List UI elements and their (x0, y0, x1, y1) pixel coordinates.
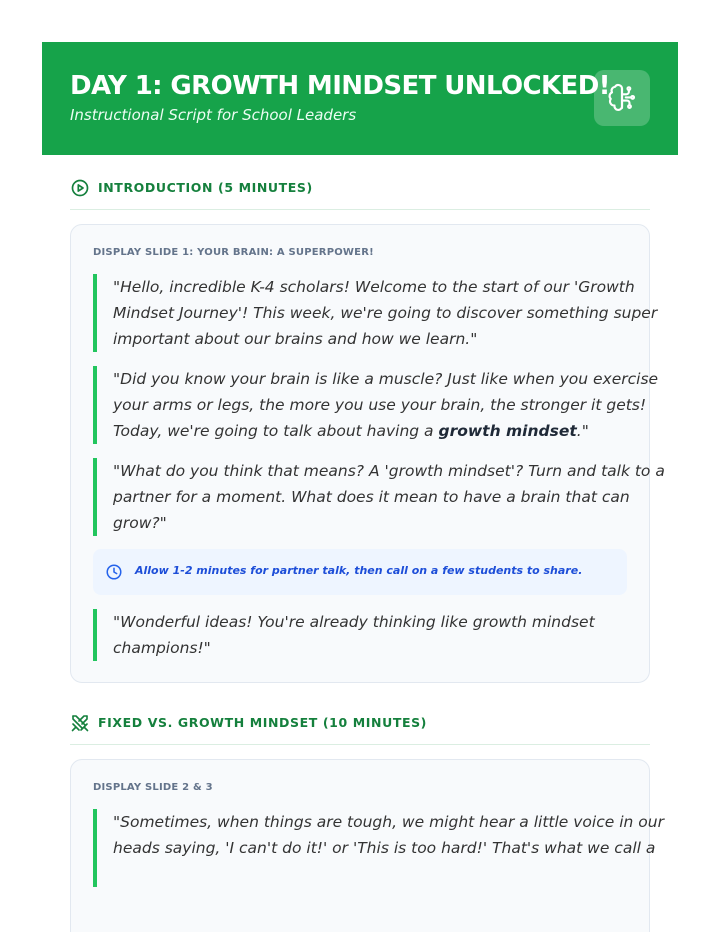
quote-line: "Sometimes, when things are tough, we might hear a little voice in our (113, 813, 664, 831)
facilitator-note (93, 549, 627, 595)
page-subtitle: Instructional Script for School Leaders (70, 106, 357, 124)
slide-label: DISPLAY SLIDE 2 & 3 (93, 782, 213, 793)
quote-line: important about our brains and how we learn." (113, 330, 478, 348)
quote-line: partner for a moment. What does it mean to have a brain that can (113, 488, 630, 506)
quote-line: heads saying, 'I can't do it!' or 'This is too hard!' That's what we call a (113, 839, 656, 857)
quote-line: "Hello, incredible K-4 scholars! Welcome to the start of our 'Growth (113, 278, 635, 296)
script-quote (93, 458, 665, 536)
quote-line: grow?" (113, 514, 167, 532)
clock-icon (105, 563, 123, 581)
quote-line: "Wonderful ideas! You're already thinking like growth mindset (113, 613, 595, 631)
quote-line: your arms or legs, the more you use your brain, the stronger it gets! (113, 396, 647, 414)
brain-icon (607, 83, 637, 113)
section-heading-fixed-vs-growth (70, 709, 650, 745)
slide-label: DISPLAY SLIDE 1: YOUR BRAIN: A SUPERPOWER! (93, 247, 374, 258)
quote-line: champions!" (113, 639, 211, 657)
script-card-fixed-vs-growth (70, 759, 664, 932)
section-heading-introduction (70, 174, 650, 210)
brain-badge (594, 70, 650, 126)
play-circle-icon (70, 178, 90, 198)
growth-mindset-emphasis: growth mindset (438, 422, 577, 440)
quote-line: "What do you think that means? A 'growth mindset'? Turn and talk to a (113, 462, 665, 480)
script-quote (93, 609, 623, 661)
page-title: DAY 1: GROWTH MINDSET UNLOCKED! (70, 71, 610, 101)
script-quote (93, 366, 659, 444)
quote-line: Mindset Journey'! This week, we're going to discover something super (113, 304, 658, 322)
note-text: Allow 1-2 minutes for partner talk, then call on a few students to share. (135, 564, 583, 577)
header-banner (42, 42, 678, 155)
script-card-introduction (70, 224, 665, 683)
quote-line: "Did you know your brain is like a muscle? Just like when you exercise (113, 370, 659, 388)
crossed-swords-icon (70, 713, 90, 733)
script-quote (93, 809, 664, 887)
quote-text: Today, we're going to talk about having a (113, 422, 439, 440)
quote-text: ." (576, 422, 589, 440)
quote-line (113, 861, 623, 887)
section-heading-text: FIXED VS. GROWTH MINDSET (10 MINUTES) (98, 715, 427, 730)
section-heading-text: INTRODUCTION (5 MINUTES) (98, 180, 313, 195)
quote-line-emphasis (113, 418, 623, 444)
script-quote (93, 274, 658, 352)
